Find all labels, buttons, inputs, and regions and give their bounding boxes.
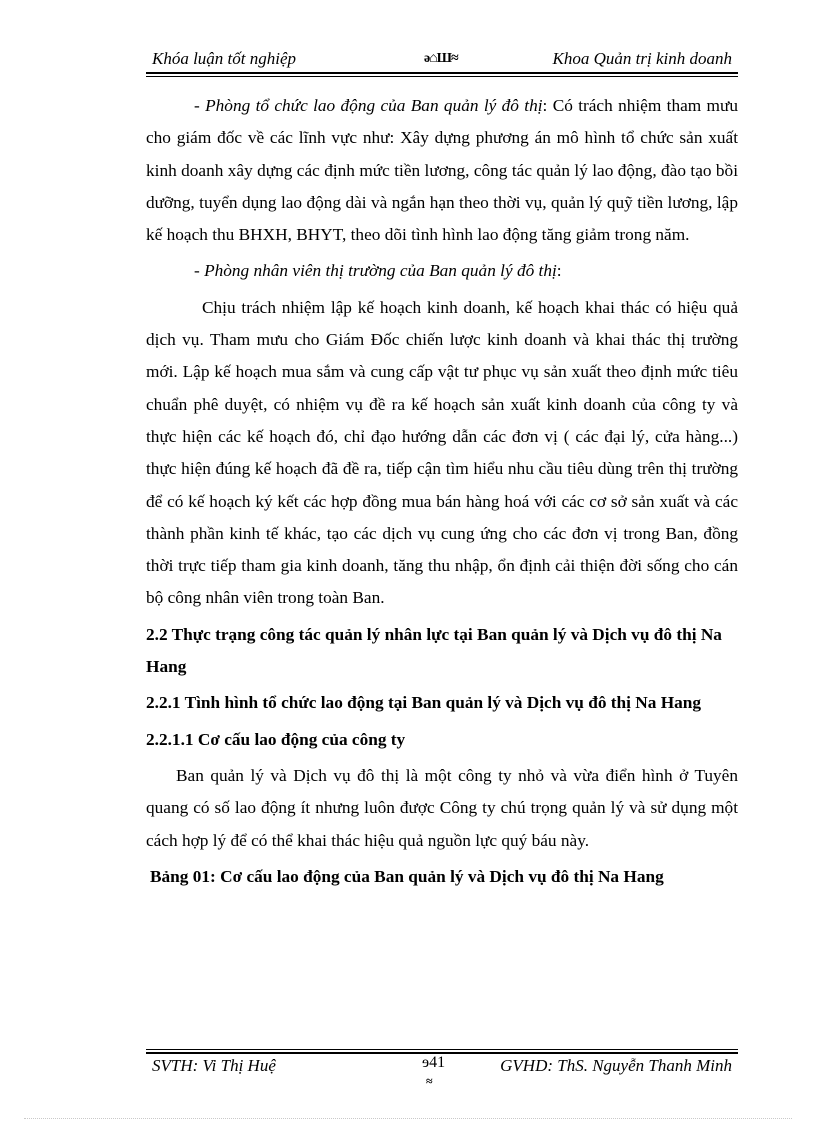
paragraph-market-staff-duties: Chịu trách nhiệm lập kế hoạch kinh doanh, kế hoạch khai thác có hiệu quả dịch vụ. Tham mưu cho Giám Đốc chiến lược kinh doanh và khai thác thị trường mới. Lập kế hoạch mua sắm và cung cấp vật tư phục vụ sản xuất theo định mức tiêu chuẩn phê duyệt, có nhiệm vụ đề ra kế hoạch sản xuất kinh doanh của công ty và thực hiện các kế hoạch đó, chỉ đạo hướng dẫn các đơn vị ( các đại lý, cửa hàng...) thực hiện đúng kế hoạch đã đề ra, tiếp cận tìm hiểu nhu cầu tiêu dùng trên thị trường để có kế hoạch ký kết các hợp đồng mua bán hàng hoá với các cơ sở sản xuất và các thành phần kinh tế khác, tạo các dịch vụ cung ứng cho các đơn vị trong Ban, đồng thời trực tiếp tham gia kinh doanh, tăng thu nhập, ổn định cải thiện đời sống cho cán bộ công nhân viên trong toàn Ban. (146, 297, 738, 608)
footer-supervisor-label: GVHD: ThS. Nguyễn Thanh Minh (500, 1056, 732, 1075)
paragraph-market-staff-heading (146, 255, 738, 287)
paragraph-hr-department (146, 90, 738, 251)
paragraph-labor-structure: Ban quản lý và Dịch vụ đô thị là một công ty nhỏ và vừa điển hình ở Tuyên quang có số lao động ít nhưng luôn được Công ty chú trọng quản lý và sử dụng một cách hợp lý để có thể khai thác hiệu quả nguồn lực quý báu này. (146, 765, 738, 850)
page-number-value: 41 (429, 1054, 446, 1071)
footer-ornament-icon: ≈ (426, 1074, 433, 1088)
page-number (422, 1054, 445, 1072)
footer-student-label: SVTH: Vi Thị Huệ (152, 1056, 276, 1075)
market-staff-label: - Phòng nhân viên thị trường của Ban quản lý đô thị (194, 261, 557, 281)
page-ornament-icon: ɘ (422, 1054, 430, 1071)
hr-department-label: - Phòng tổ chức lao động của Ban quản lý đô thị (194, 96, 543, 115)
page-footer (146, 1054, 738, 1094)
section-heading-2-2: 2.2 Thực trạng công tác quản lý nhân lực tại Ban quản lý và Dịch vụ đô thị Na Hang (146, 624, 722, 677)
section-heading-2-2-1: 2.2.1 Tình hình tổ chức lao động tại Ban quản lý và Dịch vụ đô thị Na Hang (146, 693, 702, 713)
hr-department-text: : Có trách nhiệm tham mưu cho giám đốc về các lĩnh vực như: Xây dựng phương án mô hình tổ chức sản xuất kinh doanh xây dựng các định mức tiền lương, công tác quản lý lao động, đào tạo bồi dưỡng, tuyển dụng lao động dài và ngắn hạn theo thời vụ, quản lý quỹ tiền lương, lập kế hoạch thu BHXH, BHYT, theo dõi tình hình lao động tăng giảm trong năm. (146, 96, 738, 245)
market-staff-colon: : (556, 261, 562, 281)
page-edge-divider (24, 1118, 792, 1119)
footer-rule-thin (146, 1049, 738, 1050)
header-ornament-icon: ə⌂Ш≈ (424, 51, 458, 66)
header-rule-thin (146, 76, 738, 77)
header-faculty-label: Khoa Quản trị kinh doanh (552, 49, 732, 68)
page-header (146, 45, 738, 71)
header-thesis-label: Khóa luận tốt nghiệp (152, 49, 297, 68)
section-heading-2-2-1-1: 2.2.1.1 Cơ cấu lao động của công ty (146, 729, 406, 749)
document-body (146, 90, 738, 893)
table-caption: Bảng 01: Cơ cấu lao động của Ban quản lý và Dịch vụ đô thị Na Hang (150, 866, 664, 886)
header-rule (146, 72, 738, 74)
